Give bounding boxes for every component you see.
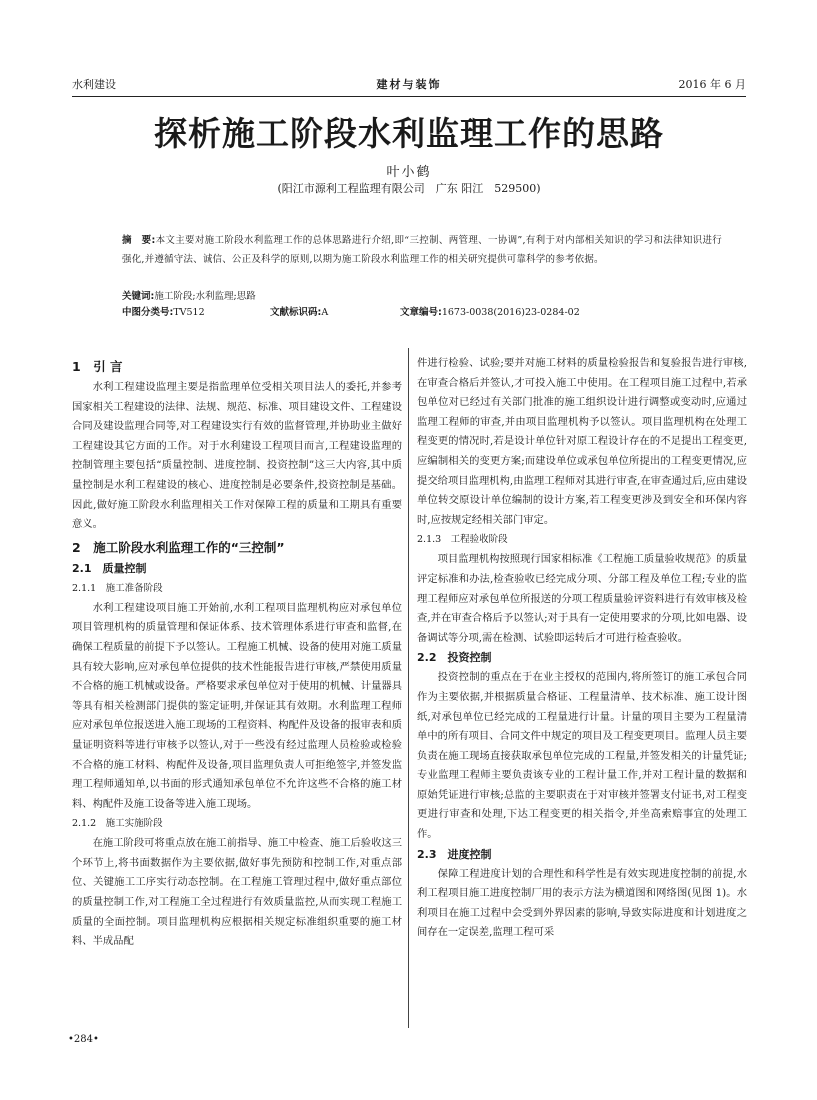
section-2-1-3-paragraph: 项目监理机构按照现行国家相标准《工程施工质量验收规范》的质量评定标准和办法,检查验收已经完成分项、分部工程及单位工程;专业的监理工程师应对承包单位所报送的分项工程质量验评资料进行有效审核及检查,并在审查合格后予以签认;对于具有一定使用要求的分项,比如电器、设备调试等分项,需在检测、试验即运转后才可进行检查验收。: [417, 553, 747, 644]
header-date: 2016 年 6 月: [678, 78, 746, 91]
article-number: [400, 304, 580, 318]
keywords-label: 关键词:: [122, 291, 155, 302]
section-1-heading: 1 引 言: [72, 359, 123, 374]
doc-label: 文献标识码:: [270, 307, 322, 318]
clc-value: TV512: [173, 307, 205, 318]
left-column: [72, 354, 402, 952]
clc-number: [122, 304, 205, 318]
header-journal-section: 水利建设: [72, 78, 116, 91]
abstract-label: 摘 要:: [122, 235, 156, 246]
paper-title: 探析施工阶段水利监理工作的思路: [154, 114, 664, 153]
article-value: 1673-0038(2016)23-0284-02: [441, 307, 580, 318]
section-2-heading: 2 施工阶段水利监理工作的“三控制”: [72, 539, 285, 555]
author-affiliation: (阳江市源利工程监理有限公司 广东 阳江 529500): [277, 182, 541, 195]
continued-paragraph: 件进行检验、试验;要并对施工材料的质量检验报告和复验报告进行审核,在审查合格后并签认,才可投入施工中使用。在工程项目施工过程中,若承包单位对已经过有关部门批准的施工组织设计进行调整或变动时,应通过监理工程师的审查,并由项目监理机构予以签认。项目监理机构在处理工程变更的情况时,若是设计单位针对原工程设计存在的不足提出工程变更,应编制相关的变更方案;而建设单位或承包单位所提出的工程变更情况,应提交给项目监理机构,由监理工程师对其进行审查,在审查通过后,应由建设单位转交原设计单位编制的设计方案,若工程变更涉及到安全和环保内容时,应按规定经相关部门审定。: [417, 357, 747, 526]
section-2-1-1-paragraph: 水利工程建设项目施工开始前,水利工程项目监理机构应对承包单位项目管理机构的质量管理和保证体系、技术管理体系进行审查和监督,在确保工程质量的前提下予以签认。工程施工机械、设备的使用对施工质量具有较大影响,应对承包单位提供的技术性能报告进行审核,严禁使用质量不合格的施工机械或设备。严格要求承包单位对于使用的机械、计量器具等具有相关检测部门提供的鉴定证明,并保证其有效期。水利监理工程师应对承包单位报送进入施工现场的工程资料、构配件及设备的报审表和质量证明资料等进行审核予以签认,对于一些没有经过监理人员检验或检验不合格的施工材料、构配件及设备,项目监理负责人可拒绝签字,并签发监理工程师通知单,以书面的形式通知承包单位不允许这些不合格的施工材料、构配件及施工设备等进入施工现场。: [72, 601, 402, 810]
page-number: •284•: [68, 1034, 99, 1045]
section-2-1-heading: 2.1 质量控制: [72, 561, 147, 575]
column-divider: [408, 348, 409, 1028]
clc-label: 中图分类号:: [122, 307, 174, 318]
doc-value: A: [321, 307, 329, 318]
section-2-1-2-paragraph: 在施工阶段可将重点放在施工前指导、施工中检查、施工后验收这三个环节上,将书面数据作为主要依据,做好事先预防和控制工作,对重点部位、关键施工工序实行动态控制。在工程施工管理过程中,做好重点部位的质量控制工作,对工程施工全过程进行有效质量监控,从而实现工程施工质量的全面控制。项目监理机构应根据相关规定标准组织重要的施工材料、半成品配: [72, 837, 402, 948]
keywords: [122, 288, 256, 302]
section-2-1-3-heading: 2.1.3 工程验收阶段: [417, 534, 508, 546]
header-rule: [72, 96, 746, 97]
section-2-2-heading: 2.2 投资控制: [417, 651, 492, 665]
section-2-1-2-heading: 2.1.2 施工实施阶段: [72, 818, 163, 830]
abstract-text: 本文主要对施工阶段水利监理工作的总体思路进行介绍,即“三控制、两管理、一协调”,有利于对内部相关知识的学习和法律知识进行强化,并遵循守法、诚信、公正及科学的原则,以期为施工阶段水利监理工作的相关研究提供可靠科学的参考依据。: [122, 235, 722, 265]
header-journal-logo: 建材与装饰: [376, 78, 442, 91]
abstract: [122, 232, 722, 269]
article-label: 文章编号:: [400, 307, 442, 318]
section-1-paragraph: 水利工程建设监理主要是指监理单位受相关项目法人的委托,并参考国家相关工程建设的法律、法规、规范、标准、项目建设文件、工程建设合同及建设监理合同等,对工程建设实行有效的监督管理,并协助业主做好工程建设其它方面的工作。对于水利建设工程项目而言,工程建设监理的控制管理主要包括“质量控制、进度控制、投资控制”这三大内容,其中质量控制是水利工程建设的核心、进度控制是必要条件,投资控制是基础。因此,做好施工阶段水利监理相关工作对保障工程的质量和工期具有重要意义。: [72, 381, 402, 531]
section-2-3-heading: 2.3 进度控制: [417, 847, 492, 861]
keywords-text: 施工阶段;水利监理;思路: [154, 291, 256, 302]
author-name: 叶小鹤: [386, 165, 432, 180]
running-header: [72, 76, 746, 94]
section-2-2-paragraph: 投资控制的重点在于在业主授权的范围内,将所签订的施工承包合同作为主要依据,并根据质量合格证、工程量清单、技术标准、施工设计图纸,对承包单位已经完成的工程量进行计量。计量的项目主要为工程量清单中的所有项目、合同文件中规定的项目及工程变更项目。监理人员主要负责在施工现场直接获取承包单位完成的工程量,并签发相关的计量凭证;专业监理工程师主要负责该专业的工程计量工作,并对工程计量的数据和原始凭证进行审核;总监的主要职责在于对审核并签署支付证书,对工程变更进行审查和处理,下达工程变更的相关指令,并坐高索赔事宜的处理工作。: [417, 671, 747, 841]
document-code: [270, 304, 328, 318]
right-column: [417, 354, 747, 943]
section-2-1-1-heading: 2.1.1 施工准备阶段: [72, 582, 163, 594]
classification-line: [122, 304, 722, 322]
section-2-3-paragraph: 保障工程进度计划的合理性和科学性是有效实现进度控制的前提,水利工程项目施工进度控制厂用的表示方法为横道图和网络图(见图 1)。水利项目在施工过程中会受到外界因素的影响,导致实际进度和计划进度之间存在一定误差,监理工程可采: [417, 867, 747, 939]
